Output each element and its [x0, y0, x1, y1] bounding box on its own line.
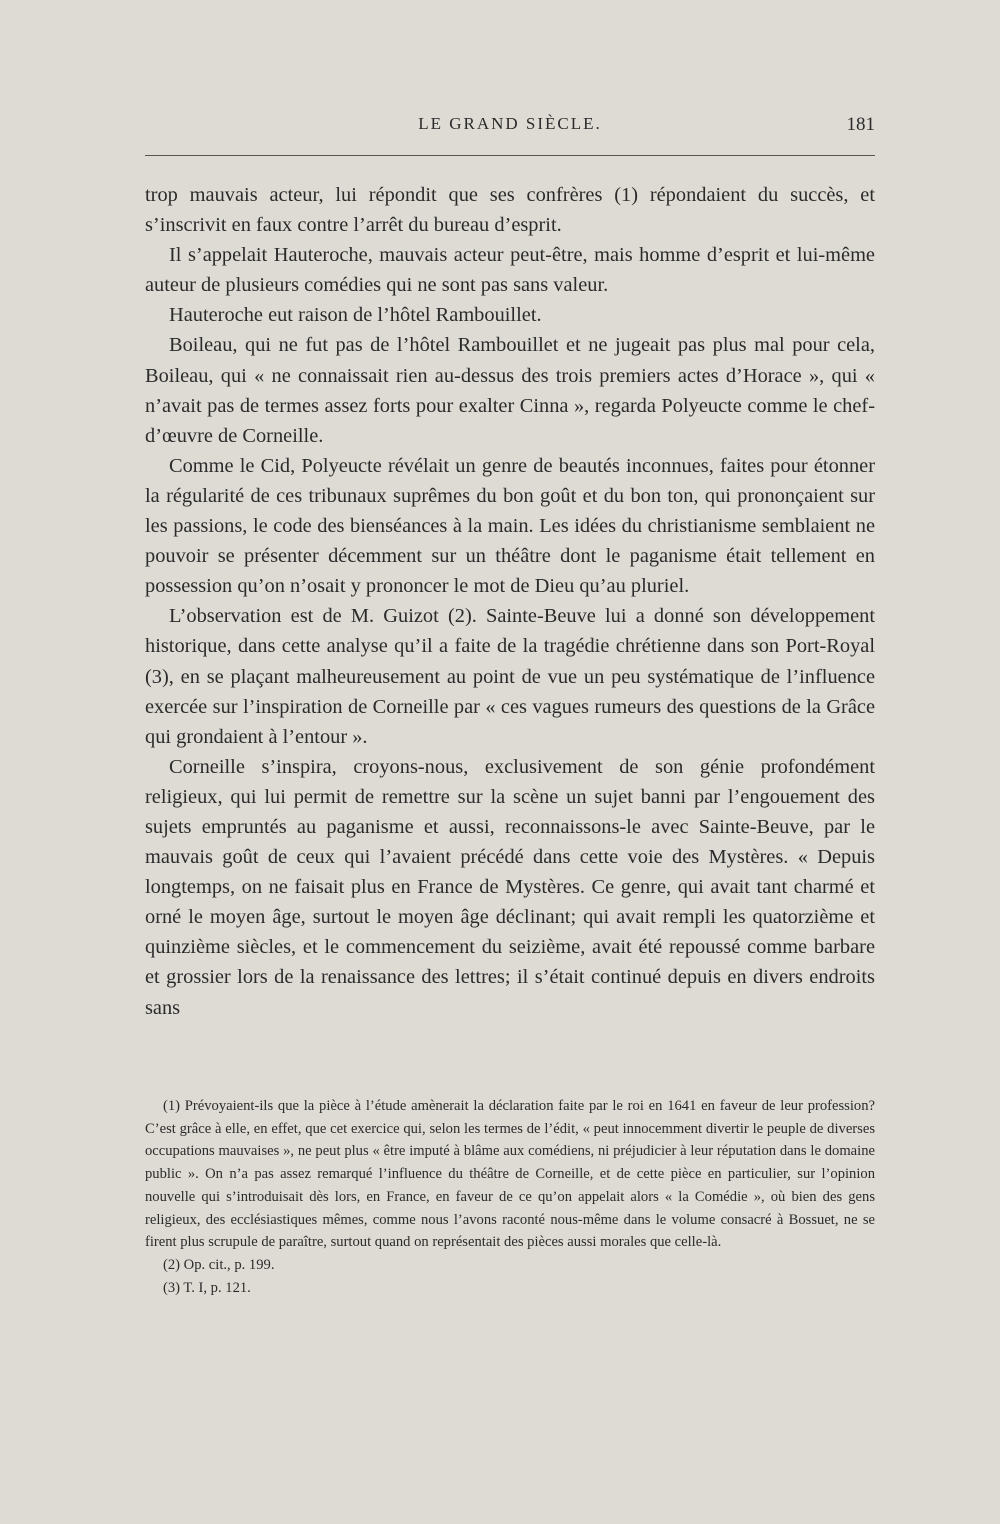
paragraph: Comme le Cid, Polyeucte révélait un genre de beautés inconnues, faites pour étonner la régularité de ces tribunaux suprêmes du bon goût et du bon ton, qui prononçaient sur les passions, le code des bienséances à la main. Les idées du christianisme semblaient ne pouvoir se présenter décemment sur un théâtre dont le paganisme était tellement en possession qu’on n’osait y prononcer le mot de Dieu qu’au pluriel.: [145, 454, 875, 598]
footnotes: [145, 1095, 875, 1299]
paragraph: trop mauvais acteur, lui répondit que ses confrères (1) répondaient du succès, et s’inscrivit en faux contre l’arrêt du bureau d’esprit.: [145, 184, 875, 237]
paragraph: Corneille s’inspira, croyons-nous, exclusivement de son génie profondément religieux, qui lui permit de remettre sur la scène un sujet banni par l’engouement des sujets empruntés au paganisme et aussi, reconnaissons-le avec Sainte-Beuve, par le mauvais goût de ceux qui l’avaient précédé dans cette voie des Mystères. « Depuis longtemps, on ne faisait plus en France de Mystères. Ce genre, qui avait tant charmé et orné le moyen âge, surtout le moyen âge déclinant; qui avait rempli les quatorzième et quinzième siècles, et le commencement du seizième, avait été repoussé comme barbare et grossier lors de la renaissance des lettres; il s’était continué depuis en divers endroits sans: [145, 755, 875, 1019]
body-text: [145, 180, 875, 1023]
header-rule: [145, 155, 875, 156]
footnote: (3) T. I, p. 121.: [163, 1279, 251, 1296]
paragraph: L’observation est de M. Guizot (2). Sainte-Beuve lui a donné son développement historique, dans cette analyse qu’il a faite de la tragédie chrétienne dans son Port-Royal (3), en se plaçant malheureusement au point de vue un peu systématique de l’influence exercée sur l’inspiration de Corneille par « ces vagues rumeurs des questions de la Grâce qui grondaient à l’entour ».: [145, 605, 875, 748]
footnote: (2) Op. cit., p. 199.: [163, 1256, 275, 1273]
running-title: LE GRAND SIÈCLE.: [418, 114, 602, 133]
paragraph: Il s’appelait Hauteroche, mauvais acteur peut-être, mais homme d’esprit et lui-même auteur de plusieurs comédies qui ne sont pas sans valeur.: [145, 244, 875, 297]
running-head: [145, 114, 875, 138]
paragraph: Hauteroche eut raison de l’hôtel Rambouillet.: [169, 304, 542, 327]
paragraph: Boileau, qui ne fut pas de l’hôtel Rambouillet et ne jugeait pas plus mal pour cela, Boileau, qui « ne connaissait rien au-dessus des trois premiers actes d’Horace », qui « n’avait pas de termes assez forts pour exalter Cinna », regarda Polyeucte comme le chef-d’œuvre de Corneille.: [145, 334, 875, 447]
footnote: (1) Prévoyaient-ils que la pièce à l’étude amènerait la déclaration faite par le roi en 1641 en faveur de leur profession? C’est grâce à elle, en effet, que cet exercice qui, selon les termes de l’édit, « peut innocemment divertir le peuple de diverses occupations mauvaises », ne peut plus « être imputé à blâme aux comédiens, ni préjudicier à leur réputation dans le domaine public ». On n’a pas assez remarqué l’influence du théâtre de Corneille, et de cette pièce en particulier, sur l’opinion nouvelle qui s’introduisait dès lors, en France, en faveur de ce qu’on appelait alors « la Comédie », où bien des gens religieux, des ecclésiastiques mêmes, comme nous l’avons raconté nous-même dans le volume consacré à Bossuet, ne se firent plus scrupule de paraître, surtout quand on représentait des pièces aussi morales que celle-là.: [145, 1098, 875, 1251]
page-number: 181: [846, 114, 875, 135]
